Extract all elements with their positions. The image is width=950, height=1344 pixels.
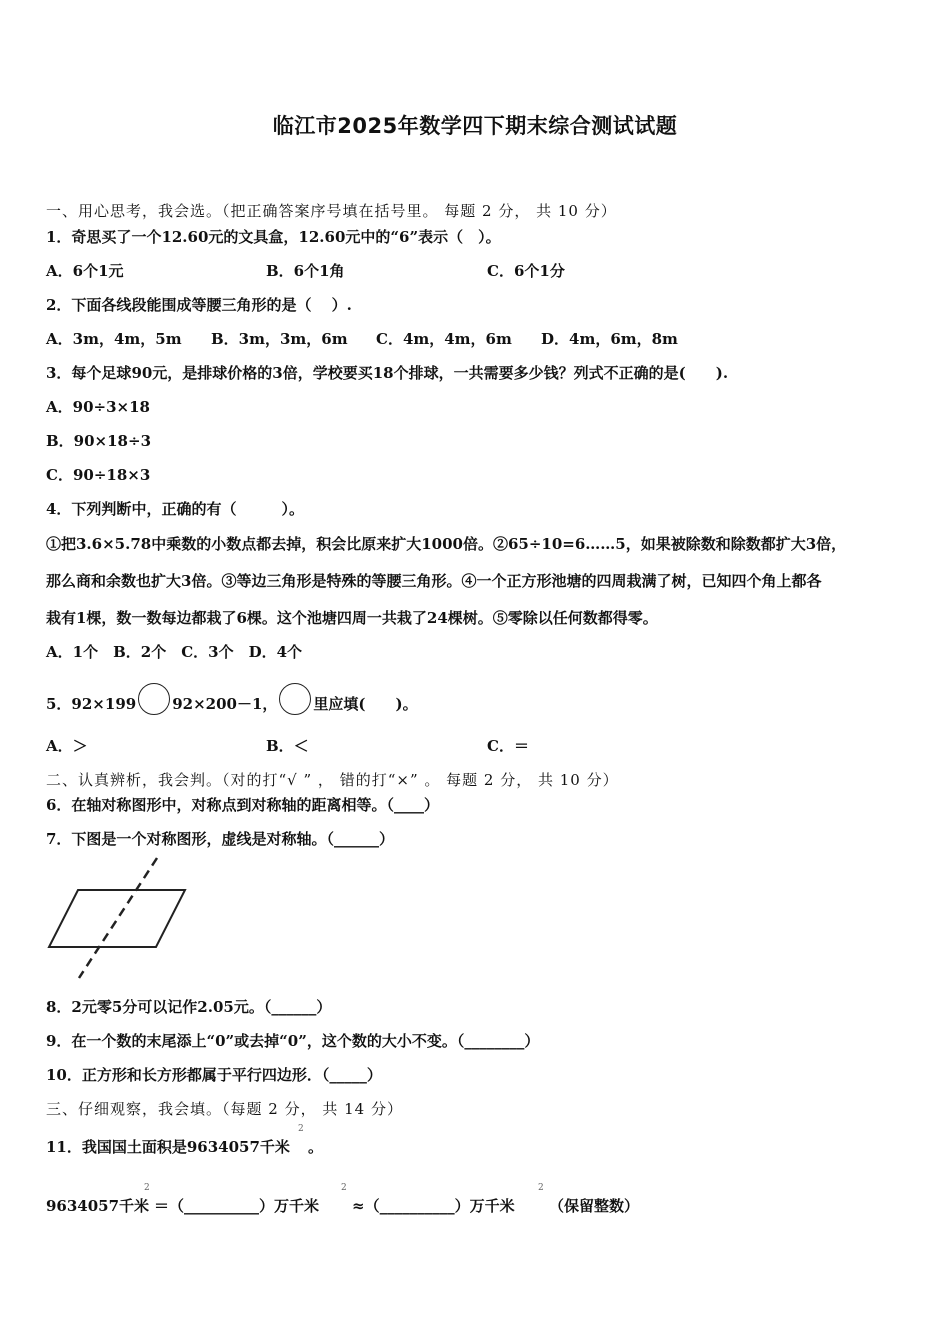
question-5 xyxy=(46,689,418,721)
section-3-heading: 三、仔细观察，我会填。（每题 2 分， 共 14 分） xyxy=(46,1100,403,1118)
q5-part-2: 92×200－1， xyxy=(172,695,278,713)
blank-circle xyxy=(138,683,170,715)
superscript-2: 2 xyxy=(341,1183,347,1193)
question-8: 8．2元零5分可以记作2.05元。（______） xyxy=(46,998,332,1016)
question-4: 4．下列判断中，正确的有（ ）。 xyxy=(46,500,304,518)
question-10: 10．正方形和长方形都属于平行四边形．（_____） xyxy=(46,1066,382,1084)
section-2-heading: 二、认真辨析，我会判。（对的打“√ ” ， 错的打“×” 。 每题 2 分， 共 10 分） xyxy=(46,771,619,789)
question-9: 9．在一个数的末尾添上“0”或去掉“0”，这个数的大小不变。（________） xyxy=(46,1032,540,1050)
q11-blank-2: ≈（__________）万千米 xyxy=(352,1197,515,1215)
q5-option-b: B．＜ xyxy=(266,737,309,755)
q4-statement-line-1: ①把3.6×5.78中乘数的小数点都去掉，积会比原来扩大1000倍。②65÷10=6……5，如果被除数和除数都扩大3倍， xyxy=(46,535,847,553)
q11-period: 。 xyxy=(308,1138,324,1156)
q3-option-a: A．90÷3×18 xyxy=(46,398,150,416)
q5-option-a: A．＞ xyxy=(46,737,88,755)
q5-part-3: 里应填( )。 xyxy=(313,695,418,713)
q11-blank-1: ＝（__________）万千米 xyxy=(154,1197,320,1215)
q11-line-start: 9634057千米 xyxy=(46,1197,150,1215)
question-7: 7．下图是一个对称图形，虚线是对称轴。（______） xyxy=(46,830,394,848)
section-1-heading: 一、用心思考，我会选。（把正确答案序号填在括号里。 每题 2 分， 共 10 分） xyxy=(46,202,617,220)
question-3: 3．每个足球90元，是排球价格的3倍，学校要买18个排球，一共需要多少钱？列式不正确的是( ). xyxy=(46,364,729,382)
q2-option-b: B．3m，3m，6m xyxy=(211,330,348,348)
q5-part-1: 5．92×199 xyxy=(46,695,137,713)
superscript-2: 2 xyxy=(538,1183,544,1193)
q1-option-c: C．6个1分 xyxy=(487,262,565,280)
page-title: 临江市2025年数学四下期末综合测试试题 xyxy=(272,114,678,138)
question-2: 2．下面各线段能围成等腰三角形的是（ ）. xyxy=(46,296,352,314)
q5-option-c: C．＝ xyxy=(487,737,529,755)
question-11: 11．我国国土面积是9634057千米 xyxy=(46,1138,290,1156)
q2-option-c: C．4m，4m，6m xyxy=(376,330,512,348)
question-6: 6．在轴对称图形中，对称点到对称轴的距离相等。（____） xyxy=(46,796,439,814)
superscript-2: 2 xyxy=(298,1124,304,1134)
q11-note: （保留整数） xyxy=(549,1197,640,1215)
question-1: 1．奇思买了一个12.60元的文具盒，12.60元中的“6”表示（ ）。 xyxy=(46,228,501,246)
q2-option-d: D．4m，6m，8m xyxy=(541,330,678,348)
blank-circle xyxy=(279,683,311,715)
q2-option-a: A．3m，4m，5m xyxy=(46,330,182,348)
q3-option-c: C．90÷18×3 xyxy=(46,466,151,484)
q1-option-b: B．6个1角 xyxy=(266,262,345,280)
q4-options: A．1个 B．2个 C．3个 D．4个 xyxy=(46,643,303,661)
q3-option-b: B．90×18÷3 xyxy=(46,432,152,450)
q1-option-a: A．6个1元 xyxy=(46,262,124,280)
parallelogram-figure xyxy=(44,856,194,980)
q4-statement-line-3: 栽有1棵，数一数每边都栽了6棵。这个池塘四周一共栽了24棵树。⑤零除以任何数都得零。 xyxy=(46,609,658,627)
superscript-2: 2 xyxy=(144,1183,150,1193)
q4-statement-line-2: 那么商和余数也扩大3倍。③等边三角形是特殊的等腰三角形。④一个正方形池塘的四周栽满了树，已知四个角上都各 xyxy=(46,572,822,590)
